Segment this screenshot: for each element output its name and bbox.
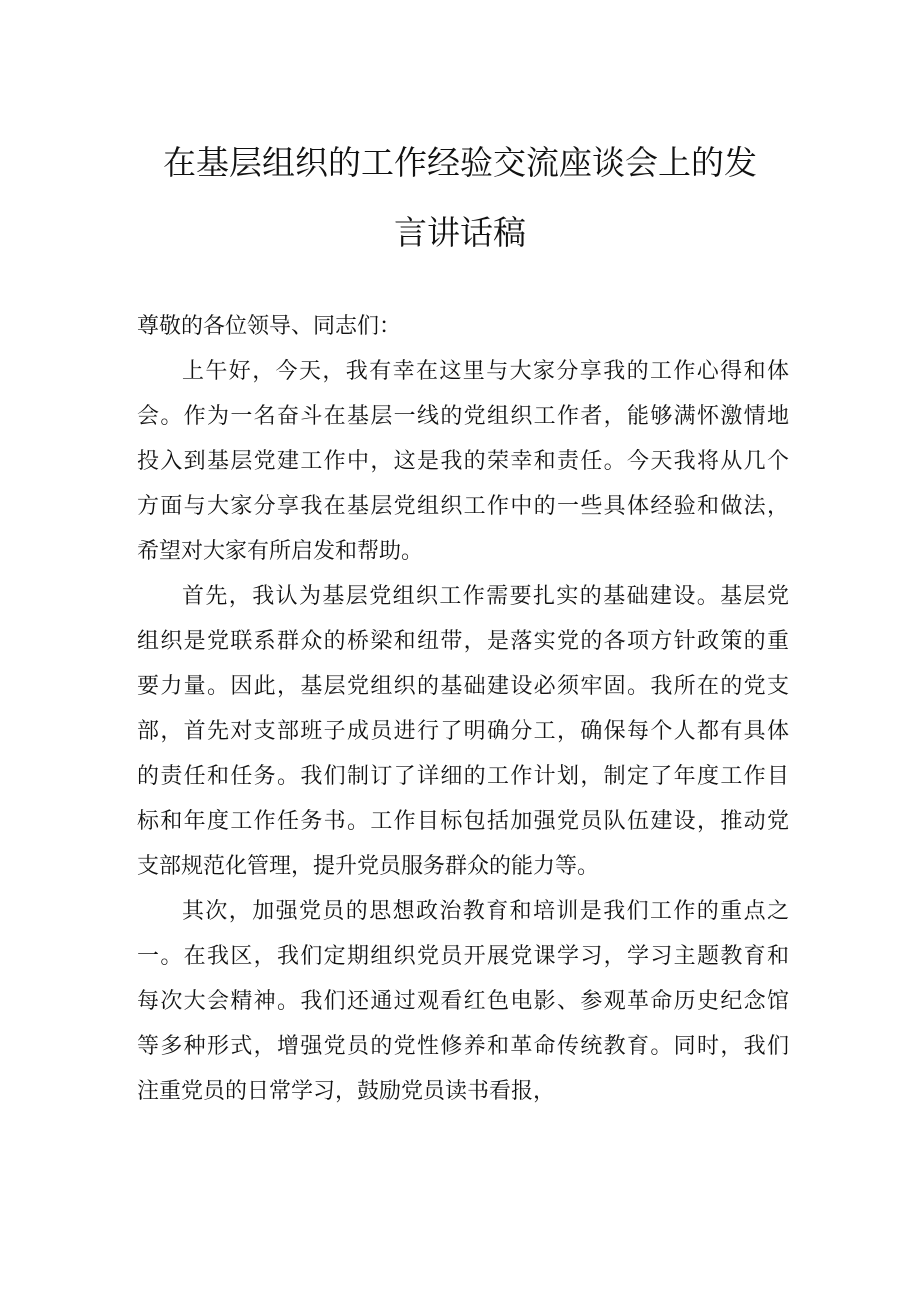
paragraph-line: 等多种形式，增强党员的党性修养和革命传统教育。同时，我们: [137, 1034, 789, 1059]
paragraph-line: 其次，加强党员的思想政治教育和培训是我们工作的重点之: [182, 899, 789, 924]
paragraph-line: 上午好，今天，我有幸在这里与大家分享我的工作心得和体: [182, 359, 789, 384]
document-title-line-2: 言讲话稿: [394, 213, 526, 252]
paragraph-line: 支部规范化管理，提升党员服务群众的能力等。: [137, 854, 600, 879]
document-body: [137, 304, 789, 1114]
paragraph-line: 组织是党联系群众的桥梁和纽带，是落实党的各项方针政策的重: [137, 629, 789, 654]
paragraph-line: 首先，我认为基层党组织工作需要扎实的基础建设。基层党: [182, 584, 789, 609]
paragraph-line: 投入到基层党建工作中，这是我的荣幸和责任。今天我将从几个: [137, 449, 789, 474]
paragraph-line: 要力量。因此，基层党组织的基础建设必须牢固。我所在的党支: [137, 674, 789, 699]
paragraph-1: [137, 349, 789, 574]
paragraph-line: 标和年度工作任务书。工作目标包括加强党员队伍建设，推动党: [137, 809, 789, 834]
paragraph-line: 注重党员的日常学习，鼓励党员读书看报，: [137, 1079, 556, 1104]
salutation: 尊敬的各位领导、同志们：: [137, 314, 402, 339]
paragraph-line: 每次大会精神。我们还通过观看红色电影、参观革命历史纪念馆: [137, 989, 789, 1014]
paragraph-line: 希望对大家有所启发和帮助。: [137, 539, 424, 564]
paragraph-2: [137, 574, 789, 889]
paragraph-line: 一。在我区，我们定期组织党员开展党课学习，学习主题教育和: [137, 944, 789, 969]
paragraph-3: [137, 889, 789, 1114]
paragraph-line: 会。作为一名奋斗在基层一线的党组织工作者，能够满怀激情地: [137, 404, 789, 429]
document-title-line-1: 在基层组织的工作经验交流座谈会上的发: [163, 143, 757, 182]
paragraph-line: 部，首先对支部班子成员进行了明确分工，确保每个人都有具体: [137, 719, 789, 744]
paragraph-line: 方面与大家分享我在基层党组织工作中的一些具体经验和做法，: [137, 494, 789, 519]
paragraph-line: 的责任和任务。我们制订了详细的工作计划，制定了年度工作目: [137, 764, 789, 789]
